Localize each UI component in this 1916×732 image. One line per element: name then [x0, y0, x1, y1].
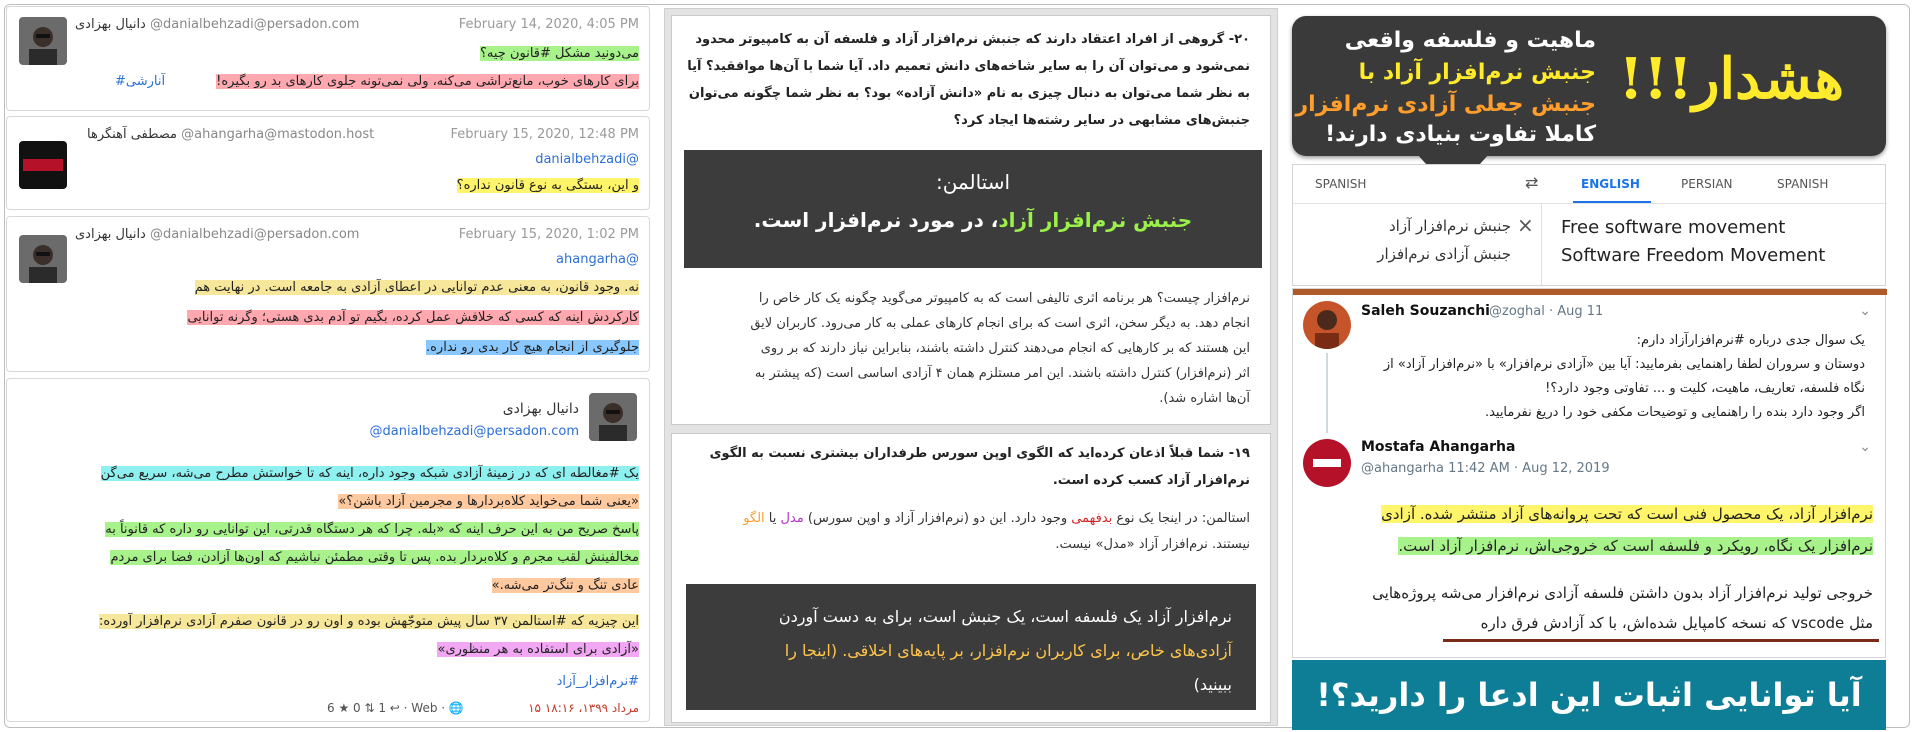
question-19-line: نرم‌افزار آزاد کسب کرده است. [1052, 473, 1250, 488]
toot-line: جلوگیری از انجام هیچ کار بدی رو نداره. [425, 340, 639, 355]
tweet-meta[interactable]: @zoghal · Aug 11 [1489, 304, 1604, 319]
tweet-line: نگاه فلسفه، تعاریف، ماهیت، کلیت و ... تفاوتی وجود دارد؟! [1545, 381, 1865, 396]
hashtag-anarchy[interactable]: #آنارشی [115, 74, 166, 89]
toot-3[interactable] [6, 216, 650, 372]
warning-panel [1292, 16, 1892, 726]
tweet-line: یک سوال جدی درباره #نرم‌افزارآزاد دارم: [1636, 333, 1865, 348]
display-name[interactable]: مصطفی آهنگرها [87, 127, 178, 142]
tweet-line: نرم‌افزار آزاد، یک محصول فنی است که تحت پروانه‌های آزاد منتشر شده. آزادی [1381, 505, 1873, 523]
warning-headline: هشدار!!! [1618, 46, 1844, 112]
avatar-mostafa[interactable] [19, 141, 67, 189]
target-text-line: Software Freedom Movement [1561, 245, 1826, 266]
handle[interactable]: @danialbehzadi@persadon.com [149, 17, 360, 32]
tab-target-spanish[interactable]: SPANISH [1777, 177, 1829, 191]
answer-20-line: انجام دهد. به دیگر سخن، اثری است که برای انجام کارهای عملی به کار می‌رود. کاربران لایق [750, 316, 1250, 331]
question-20-card [671, 15, 1271, 425]
tab-target-english[interactable]: ENGLISH [1581, 177, 1640, 191]
handle[interactable]: @ahangarha@mastodon.host [181, 127, 375, 142]
warning-line-4: کاملا تفاوت بنیادی دارند! [1325, 122, 1596, 147]
toot-line: این چیزیه که #استالمن ۳۷ سال پیش متوجّهش بوده و اون رو در قانون صفرم آزادی نرم‌افزار آورده: [99, 614, 639, 629]
toot-1[interactable] [6, 6, 650, 111]
translator-widget [1292, 164, 1886, 286]
answer-19-line: استالمن: در اینجا یک نوع بدفهمی وجود دارد. این دو (نرم‌افزار آزاد و اوپن سورس) مدل یا الگو [743, 511, 1250, 526]
answer-20-line: اثر (نرم‌افزار) کنترل داشته باشند. این امر مستلزم همان ۴ آزادی اساسی است (که پیشتر به [754, 366, 1250, 381]
avatar-mostafa[interactable] [1303, 439, 1351, 487]
toot-line: «آزادی برای استفاده به هر منظوری» [437, 642, 639, 657]
stallman-label: استالمن: [935, 170, 1011, 194]
toot-timestamp[interactable]: ۱۵ مرداد ۱۳۹۹، ۱۸:۱۶ [528, 701, 639, 715]
tweet-line: خروجی تولید نرم‌افزار آزاد بدون داشتن فلسفه آزادی نرم‌افزار می‌شه پروژه‌هایی [1372, 584, 1873, 602]
tweet-line: دوستان و سروران لطفا راهنمایی بفرمایید: آیا بین «آزادی نرم‌افزار» با «نرم‌افزار آزاد» از [1383, 357, 1865, 372]
stallman-quote-box [684, 150, 1262, 268]
stallman-quote: جنبش نرم‌افزار آزاد، در مورد نرم‌افزار است. [753, 208, 1193, 232]
chevron-down-icon[interactable]: ⌄ [1859, 439, 1871, 455]
toot-line: نه. وجود قانون، به معنی عدم توانایی در اعطای آزادی به جامعه است. در نهایت هم [194, 280, 639, 295]
toot-line: «یعنی شما می‌خواید کلاه‌بردارها و مجرمین آزاد باشن؟» [338, 494, 639, 509]
close-icon[interactable]: × [1517, 213, 1534, 237]
thread-connector [1326, 353, 1328, 433]
toot-actions[interactable]: 6 ★ 0 ⇅ 1 ↩ · Web · 🌐 [327, 701, 464, 715]
toot-date[interactable]: February 15, 2020, 12:48 PM [450, 127, 639, 142]
answer-20-line: آن‌ها اشاره شد). [1159, 391, 1250, 406]
toot-line: می‌دونید مشکل #قانون چیه؟ [480, 46, 639, 61]
answer-20-line: این هستند که بر کارهایی که انجام می‌دهند کنترل داشته باشند، بنابراین نیاز دارند که بر روی [760, 341, 1250, 356]
question-20-line: به نظر شما می‌توان به دنبال چیزی به نام «دانش آزاده» بود؟ به نظر شما چگونه می‌توان [688, 86, 1250, 101]
question-19-line: ۱۹- شما قبلاً اذعان کرده‌اید که الگوی اوپن سورس طرفداران بیشتری نسبت به الگوی [709, 446, 1250, 461]
underline-mark [1443, 639, 1879, 642]
avatar-danial[interactable] [589, 393, 637, 441]
answer-19-line: نیستند. نرم‌افزار آزاد «مدل» نیست. [1055, 537, 1250, 552]
display-name[interactable]: دانیال بهزادی [75, 227, 146, 242]
hashtag-free-software[interactable]: #نرم‌افزار_آزاد [556, 674, 639, 689]
avatar-danial[interactable] [19, 17, 67, 65]
tweet-line: نرم‌افزار یک نگاه، رویکرد و فلسفه است که خروجی‌اش، نرم‌افزار آزاد است. [1398, 537, 1873, 555]
toot-date[interactable]: February 14, 2020, 4:05 PM [458, 17, 639, 32]
tab-divider [1293, 203, 1887, 204]
toot-date[interactable]: February 15, 2020, 1:02 PM [458, 227, 639, 242]
display-name[interactable]: دانیال بهزادی [75, 17, 146, 32]
toot-4[interactable] [6, 378, 650, 722]
interview-excerpts [664, 8, 1278, 726]
question-19-card [671, 433, 1271, 723]
pane-divider [1541, 203, 1542, 285]
tab-source-spanish[interactable]: SPANISH [1315, 177, 1367, 191]
toot-line: و این، بستگی به نوع قانون نداره؟ [456, 178, 639, 193]
question-20-line: جنبش‌های مشابهی در سایر رشته‌ها ایجاد کرد؟ [953, 113, 1250, 128]
tab-target-persian[interactable]: PERSIAN [1681, 177, 1733, 191]
avatar-saleh[interactable] [1303, 301, 1351, 349]
tweet-author[interactable]: Mostafa Ahangarha [1361, 439, 1516, 455]
toot-2[interactable] [6, 116, 650, 210]
handle[interactable]: @danialbehzadi@persadon.com [149, 227, 360, 242]
toot-header [75, 227, 359, 242]
philosophy-line: نرم‌افزار آزاد یک فلسفه است، یک جنبش است، برای به دست آوردن [778, 607, 1232, 626]
toot-header [87, 127, 374, 142]
mention[interactable]: @danialbehzadi [535, 152, 639, 167]
claim-banner: آیا توانایی اثبات این ادعا را دارید؟! [1292, 660, 1886, 730]
toot-line: کارکردش اینه که کسی که خلافش عمل کرده، بگیم تو آدم بدی هستی؛ وگرنه توانایی [187, 310, 639, 325]
toot-line: پاسخ صریح من به این حرف اینه که «بله. چرا که هر دستگاه قدرتی، این توانایی رو داره که قانوناً به [105, 522, 639, 537]
mastodon-thread [6, 6, 650, 726]
toot-line: یک #مغالطه ای که در زمینهٔ آزادی شبکه وجود داره، اینه که تا خواستش مطرح می‌شه، سریع می‌گن [100, 466, 639, 481]
target-text-line: Free software movement [1561, 217, 1786, 238]
warning-line-3: جنبش جعلی آزادی نرم‌افزار [1295, 92, 1596, 117]
warning-line-2: جنبش نرم‌افزار آزاد با [1358, 60, 1596, 85]
chevron-down-icon[interactable]: ⌄ [1859, 303, 1871, 319]
philosophy-box [686, 584, 1256, 710]
tweet-line: اگر وجود دارد بنده را راهنمایی و توضیحات مکفی خود را دریغ نفرمایید. [1484, 405, 1865, 420]
source-text-line[interactable]: جنبش نرم‌افزار آزاد [1388, 217, 1511, 235]
toot-line: برای کارهای خوب، مانع‌تراشی می‌کنه، ولی نمی‌تونه جلوی کارهای بد رو بگیره! [216, 74, 639, 89]
source-text-line[interactable]: جنبش آزادی نرم‌افزار [1377, 245, 1511, 263]
question-20-line: نمی‌شود و می‌توان آن را به سایر شاخه‌های دانش تعمیم داد. آیا شما با آن‌ها موافقید؟ آیا [687, 59, 1250, 74]
philosophy-line: آزادی‌های خاص، برای کاربران نرم‌افزار، بر پایه‌های اخلاقی. (اینجا را [784, 641, 1232, 660]
avatar-danial[interactable] [19, 235, 67, 283]
question-20-line: ۲۰- گروهی از افراد اعتقاد دارند که جنبش نرم‌افزار آزاد و فلسفه آن به کامپیوتر محدود [695, 32, 1250, 47]
handle[interactable]: @danialbehzadi@persadon.com [369, 424, 579, 439]
swap-languages-icon[interactable]: ⇄ [1525, 173, 1539, 192]
answer-20-line: نرم‌افزار چیست؟ هر برنامه اثری تالیفی است که به کامپیوتر می‌گوید چگونه یک کار خاص را [758, 291, 1250, 306]
warning-bubble [1292, 16, 1886, 156]
toot-line: مخالفینش لقب مجرم و کلاه‌بردار بده. پس تا وقتی مطمئن نباشیم که اون‌ها آزادن، فضا برای مردم [110, 550, 639, 565]
toot-header [75, 17, 359, 32]
tweet-author[interactable]: Saleh Souzanchi [1361, 303, 1490, 319]
twitter-thread [1292, 288, 1886, 658]
tweet-line: مثل vscode که نسخه کامپایل شده‌اش، با کد آزادش فرق داره [1480, 614, 1873, 632]
mention[interactable]: @ahangarha [556, 252, 639, 267]
philosophy-line: ببینید) [1193, 675, 1232, 694]
toot-line: عادی تنگ و تنگ‌تر می‌شه.» [491, 578, 639, 593]
thread-top-bar [1293, 289, 1887, 295]
display-name[interactable]: دانیال بهزادی [502, 401, 579, 417]
warning-line-1: ماهیت و فلسفه واقعی [1344, 28, 1596, 53]
tweet-meta[interactable]: @ahangarha 11:42 AM · Aug 12, 2019 [1361, 461, 1610, 476]
